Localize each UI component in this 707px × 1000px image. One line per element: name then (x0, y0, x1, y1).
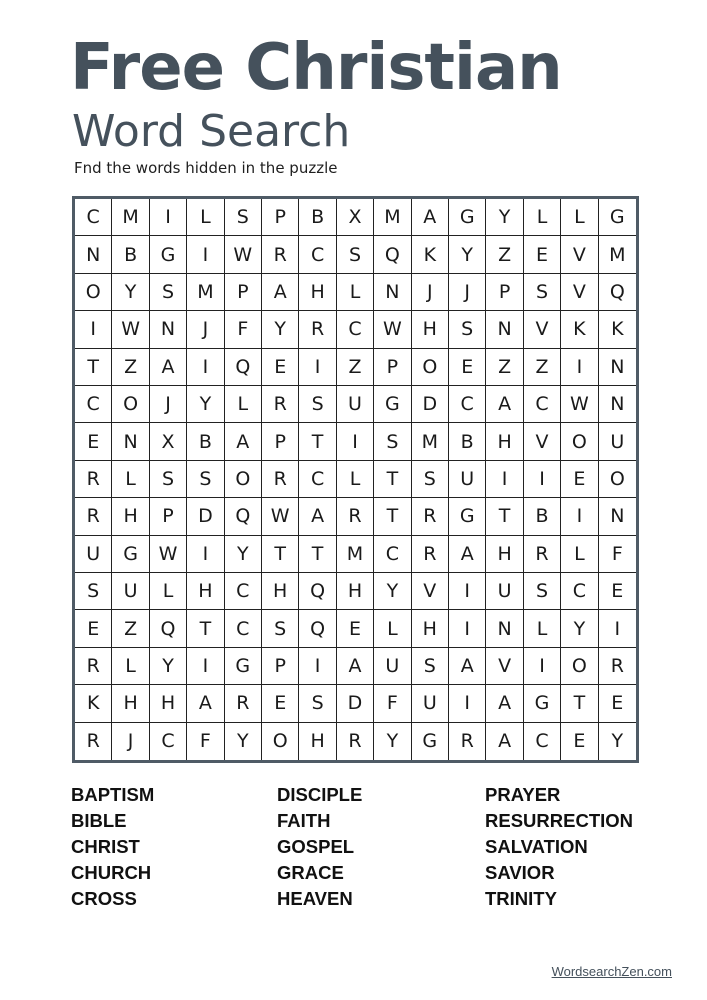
word-list-item: HEAVEN (277, 888, 353, 909)
grid-cell: S (225, 199, 262, 236)
grid-cell: Q (225, 498, 262, 535)
grid-cell: Y (225, 536, 262, 573)
grid-cell: A (150, 349, 187, 386)
grid-cell: J (449, 274, 486, 311)
grid-cell: O (262, 723, 299, 760)
grid-cell: R (75, 498, 112, 535)
grid-cell: I (187, 349, 224, 386)
grid-cell: S (299, 386, 336, 423)
grid-cell: U (599, 423, 636, 460)
grid-cell: R (262, 461, 299, 498)
grid-cell: B (299, 199, 336, 236)
grid-cell: C (561, 573, 598, 610)
grid-cell: R (412, 498, 449, 535)
grid-cell: P (225, 274, 262, 311)
grid-cell: O (561, 648, 598, 685)
page-subtitle: Word Search (72, 106, 351, 157)
grid-cell: H (486, 536, 523, 573)
grid-cell: S (524, 274, 561, 311)
grid-cell: P (262, 648, 299, 685)
grid-cell: W (150, 536, 187, 573)
grid-cell: U (75, 536, 112, 573)
grid-cell: H (299, 274, 336, 311)
grid-cell: R (262, 236, 299, 273)
grid-cell: L (524, 610, 561, 647)
grid-cell: K (75, 685, 112, 722)
grid-cell: T (299, 423, 336, 460)
grid-cell: T (187, 610, 224, 647)
grid-cell: A (337, 648, 374, 685)
word-list-column-2 (277, 782, 362, 912)
grid-cell: I (299, 648, 336, 685)
grid-cell: E (449, 349, 486, 386)
grid-cell: S (337, 236, 374, 273)
grid-cell: G (449, 199, 486, 236)
grid-cell: T (262, 536, 299, 573)
grid-cell: K (412, 236, 449, 273)
grid-cell: Z (486, 236, 523, 273)
grid-cell: V (524, 311, 561, 348)
grid-cell: Y (112, 274, 149, 311)
grid-cell: Q (299, 610, 336, 647)
grid-cell: U (412, 685, 449, 722)
grid-cell: Y (611, 730, 624, 753)
grid-cell: U (486, 573, 523, 610)
grid-cell: H (412, 311, 449, 348)
word-list-item: SALVATION (485, 836, 588, 857)
grid-cell: G (374, 386, 411, 423)
grid-cell: H (262, 573, 299, 610)
grid-cell: Y (561, 610, 598, 647)
word-list-item: TRINITY (485, 888, 557, 909)
grid-cell: M (187, 274, 224, 311)
grid-cell: A (225, 423, 262, 460)
grid-cell: C (524, 386, 561, 423)
grid-cell: R (225, 685, 262, 722)
grid-cell: O (112, 386, 149, 423)
grid-cell: S (75, 573, 112, 610)
grid-cell: E (337, 610, 374, 647)
grid-cell: P (262, 423, 299, 460)
grid-cell: E (524, 236, 561, 273)
grid-cell: P (150, 498, 187, 535)
grid-cell: G (449, 498, 486, 535)
grid-cell: H (412, 610, 449, 647)
grid-cell: T (75, 349, 112, 386)
grid-cell: L (150, 573, 187, 610)
grid-cell: W (561, 386, 598, 423)
word-list-item: PRAYER (485, 784, 561, 805)
word-list-item: CHURCH (71, 862, 152, 883)
grid-cell: N (486, 311, 523, 348)
grid-cell: O (412, 349, 449, 386)
grid-cell: W (112, 311, 149, 348)
grid-cell: T (299, 536, 336, 573)
grid-cell: E (599, 573, 636, 610)
grid-cell: R (262, 386, 299, 423)
grid-cell: C (449, 386, 486, 423)
grid-cell: B (524, 498, 561, 535)
grid-cell: S (412, 461, 449, 498)
grid-cell: M (412, 423, 449, 460)
grid-cell: V (561, 274, 598, 311)
grid-cell: J (112, 723, 149, 760)
grid-cell: C (374, 536, 411, 573)
grid-cell: E (75, 610, 112, 647)
grid-cell: C (299, 461, 336, 498)
grid-cell: Z (112, 610, 149, 647)
grid-cell: N (75, 236, 112, 273)
grid-cell: G (225, 648, 262, 685)
grid-cell: N (112, 423, 149, 460)
grid-cell: M (599, 236, 636, 273)
grid-cell: M (374, 199, 411, 236)
grid-cell: N (374, 274, 411, 311)
grid-cell: H (486, 423, 523, 460)
grid-cell: W (225, 236, 262, 273)
grid-cell: H (299, 723, 336, 760)
grid-cell: H (150, 685, 187, 722)
grid-cell: L (225, 386, 262, 423)
grid-cell: I (449, 610, 486, 647)
grid-cell: C (75, 199, 112, 236)
grid-cell: V (486, 648, 523, 685)
grid-cell: V (561, 236, 598, 273)
grid-cell: D (187, 498, 224, 535)
grid-cell: H (112, 498, 149, 535)
grid-cell: P (374, 349, 411, 386)
grid-cell: O (599, 461, 636, 498)
word-list-column-3 (485, 782, 633, 912)
grid-cell: C (337, 311, 374, 348)
grid-cell: Q (225, 349, 262, 386)
grid-cell: Y (187, 386, 224, 423)
grid-cell: X (337, 199, 374, 236)
grid-cell: I (561, 349, 598, 386)
grid-cell: I (449, 573, 486, 610)
grid-cell: S (449, 311, 486, 348)
grid-cell: L (187, 199, 224, 236)
grid-cell: Q (599, 274, 636, 311)
grid-cell: E (599, 685, 636, 722)
grid-cell: N (599, 386, 636, 423)
grid-cell: F (187, 723, 224, 760)
grid-cell: E (75, 423, 112, 460)
grid-cell: J (150, 386, 187, 423)
grid-cell: O (75, 274, 112, 311)
grid-cell: I (187, 648, 224, 685)
grid-cell: G (599, 199, 636, 236)
grid-cell: I (187, 536, 224, 573)
word-list-item: FAITH (277, 810, 331, 831)
instructions-text: Fnd the words hidden in the puzzle (74, 159, 338, 177)
grid-cell: S (262, 610, 299, 647)
grid-cell: E (561, 461, 598, 498)
grid-cell: Y (150, 648, 187, 685)
word-list-item: BIBLE (71, 810, 127, 831)
grid-cell: A (412, 199, 449, 236)
grid-cell: A (486, 685, 523, 722)
grid-cell: U (337, 386, 374, 423)
grid-cell: C (225, 610, 262, 647)
grid-cell: C (150, 723, 187, 760)
grid-cell: Z (486, 349, 523, 386)
grid-cell: O (561, 423, 598, 460)
grid-cell: A (299, 498, 336, 535)
grid-cell: D (412, 386, 449, 423)
grid-cell: I (187, 236, 224, 273)
grid-cell: N (599, 498, 636, 535)
grid-cell: A (449, 536, 486, 573)
grid-cell: J (412, 274, 449, 311)
grid-cell: R (75, 648, 112, 685)
grid-cell: H (187, 573, 224, 610)
grid-cell: C (524, 723, 561, 760)
word-list-item: GOSPEL (277, 836, 355, 857)
grid-cell: B (112, 236, 149, 273)
word-search-grid (72, 196, 639, 763)
grid-cell: D (337, 685, 374, 722)
grid-cell: L (112, 461, 149, 498)
grid-cell: R (449, 723, 486, 760)
word-list-item: DISCIPLE (277, 784, 363, 805)
word-list-item: GRACE (277, 862, 344, 883)
grid-cell: G (150, 236, 187, 273)
grid-cell: S (150, 461, 187, 498)
grid-cell: Y (449, 236, 486, 273)
grid-cell: F (599, 536, 636, 573)
word-list-item: RESURRECTION (485, 810, 634, 831)
grid-cell: L (112, 648, 149, 685)
grid-cell: L (561, 199, 598, 236)
grid-cell: A (486, 386, 523, 423)
grid-cell: A (449, 648, 486, 685)
grid-cell: G (112, 536, 149, 573)
grid-cell: I (524, 648, 561, 685)
grid-cell: E (561, 723, 598, 760)
site-link[interactable]: WordsearchZen.com (551, 964, 672, 979)
grid-cell: R (599, 648, 636, 685)
grid-cell: V (412, 573, 449, 610)
grid-cell: G (412, 723, 449, 760)
grid-cell: E (262, 685, 299, 722)
grid-cell: E (262, 349, 299, 386)
grid-cell: A (262, 274, 299, 311)
grid-cell: B (449, 423, 486, 460)
grid-cell: I (599, 610, 636, 647)
grid-cell: N (150, 311, 187, 348)
word-list-item: BAPTISM (71, 784, 155, 805)
grid-cell: Z (337, 349, 374, 386)
word-list-item: CHRIST (71, 836, 140, 857)
grid-cell: I (561, 498, 598, 535)
grid-cell: L (374, 610, 411, 647)
grid-cell: N (599, 349, 636, 386)
grid-cell: H (112, 685, 149, 722)
grid-cell: Y (486, 199, 523, 236)
grid-cell: S (374, 423, 411, 460)
grid-cell: Q (374, 236, 411, 273)
grid-cell: S (187, 461, 224, 498)
grid-cell: U (449, 461, 486, 498)
grid-cell: V (524, 423, 561, 460)
grid-cell: M (337, 536, 374, 573)
grid-cell: K (561, 311, 598, 348)
grid-cell: K (599, 311, 636, 348)
word-list-item: CROSS (71, 888, 137, 909)
grid-cell: H (337, 573, 374, 610)
grid-cell: Y (374, 573, 411, 610)
grid-cell: T (374, 498, 411, 535)
grid-cell: L (524, 199, 561, 236)
grid-cell: I (75, 311, 112, 348)
grid-cell: T (374, 461, 411, 498)
grid-cell: A (486, 723, 523, 760)
grid-cell: A (187, 685, 224, 722)
grid-cell: R (75, 723, 112, 760)
grid-cell: I (524, 461, 561, 498)
grid-cell: C (75, 386, 112, 423)
word-list-column-1 (71, 782, 154, 912)
grid-cell: Y (225, 723, 262, 760)
grid-cell: R (75, 461, 112, 498)
grid-cell: W (262, 498, 299, 535)
grid-cell: P (262, 199, 299, 236)
grid-cell: N (486, 610, 523, 647)
grid-cell: R (299, 311, 336, 348)
grid-cell: B (187, 423, 224, 460)
grid-cell: L (337, 274, 374, 311)
grid-cell: S (412, 648, 449, 685)
grid-cell: I (337, 423, 374, 460)
grid-cell: J (187, 311, 224, 348)
grid-cell: R (337, 498, 374, 535)
grid-cell: L (337, 461, 374, 498)
page-title: Free Christian (70, 31, 562, 105)
grid-cell: W (374, 311, 411, 348)
grid-cell: Z (524, 349, 561, 386)
grid-cell: G (524, 685, 561, 722)
grid-cell: C (299, 236, 336, 273)
grid-cell: Q (150, 610, 187, 647)
word-list-item: SAVIOR (485, 862, 555, 883)
grid-cell: I (486, 461, 523, 498)
grid-cell: Q (299, 573, 336, 610)
grid-cell: M (112, 199, 149, 236)
grid-cell: R (412, 536, 449, 573)
grid-cell: U (112, 573, 149, 610)
grid-cell: I (150, 199, 187, 236)
grid-cell: T (486, 498, 523, 535)
grid-cell: R (524, 536, 561, 573)
grid-cell: S (524, 573, 561, 610)
grid-cell: P (486, 274, 523, 311)
grid-cell: F (225, 311, 262, 348)
grid-cell: Z (112, 349, 149, 386)
grid-cell: X (150, 423, 187, 460)
grid-cell: F (374, 685, 411, 722)
grid-cell: O (225, 461, 262, 498)
grid-cell: U (374, 648, 411, 685)
grid-cell: S (150, 274, 187, 311)
grid-cell: I (449, 685, 486, 722)
grid-cell: T (561, 685, 598, 722)
grid-cell: C (225, 573, 262, 610)
grid-cell: Y (262, 311, 299, 348)
grid-cell: Y (374, 723, 411, 760)
grid-cell: I (299, 349, 336, 386)
grid-cell: S (299, 685, 336, 722)
grid-cell: R (337, 723, 374, 760)
grid-cell: L (561, 536, 598, 573)
